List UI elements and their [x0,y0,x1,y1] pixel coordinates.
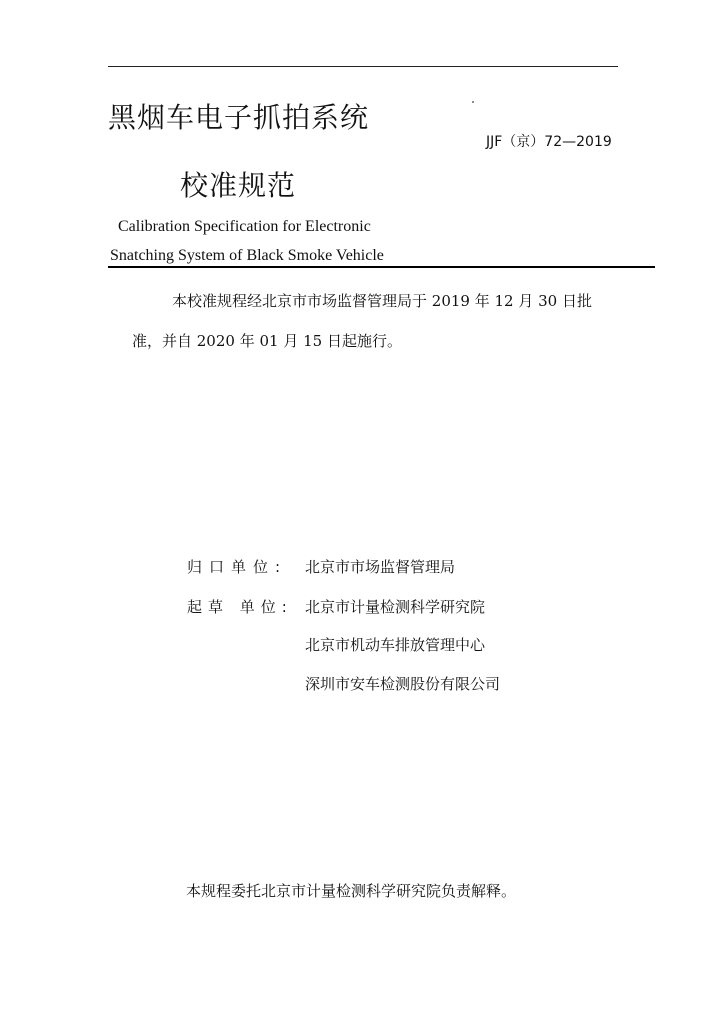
centralized-unit-row [187,556,455,578]
drafting-unit-row [187,596,485,618]
title-divider-rule [108,266,655,268]
approval-statement-line-1: 本校准规程经北京市市场监督管理局于 2019 年 12 月 30 日批 [172,292,592,310]
english-title-line-1: Calibration Specification for Electronic [118,218,371,235]
centralized-unit-label: 归口单位: [187,558,288,576]
document-title-line-1: 黑烟车电子抓拍系统 [108,101,370,134]
centralized-unit-value: 北京市市场监督管理局 [305,558,456,576]
document-title-line-2: 校准规范 [180,169,297,202]
drafting-unit-label: 起草 单位: [187,598,293,616]
drafting-unit-value: 深圳市安车检测股份有限公司 [305,675,501,693]
drafting-unit-row [305,673,500,695]
drafting-unit-value: 北京市机动车排放管理中心 [305,636,486,654]
english-title-line-2: Snatching System of Black Smoke Vehicle [110,247,384,264]
approval-statement-line-2: 准，并自 2020 年 01 月 15 日起施行。 [132,332,402,350]
header-top-rule [108,66,618,67]
document-code: JJF（京）72—2019 [486,134,612,150]
drafting-unit-row [305,634,485,656]
scan-speck [472,101,474,103]
drafting-unit-value: 北京市计量检测科学研究院 [305,598,486,616]
interpretation-note: 本规程委托北京市计量检测科学研究院负责解释。 [186,882,517,900]
